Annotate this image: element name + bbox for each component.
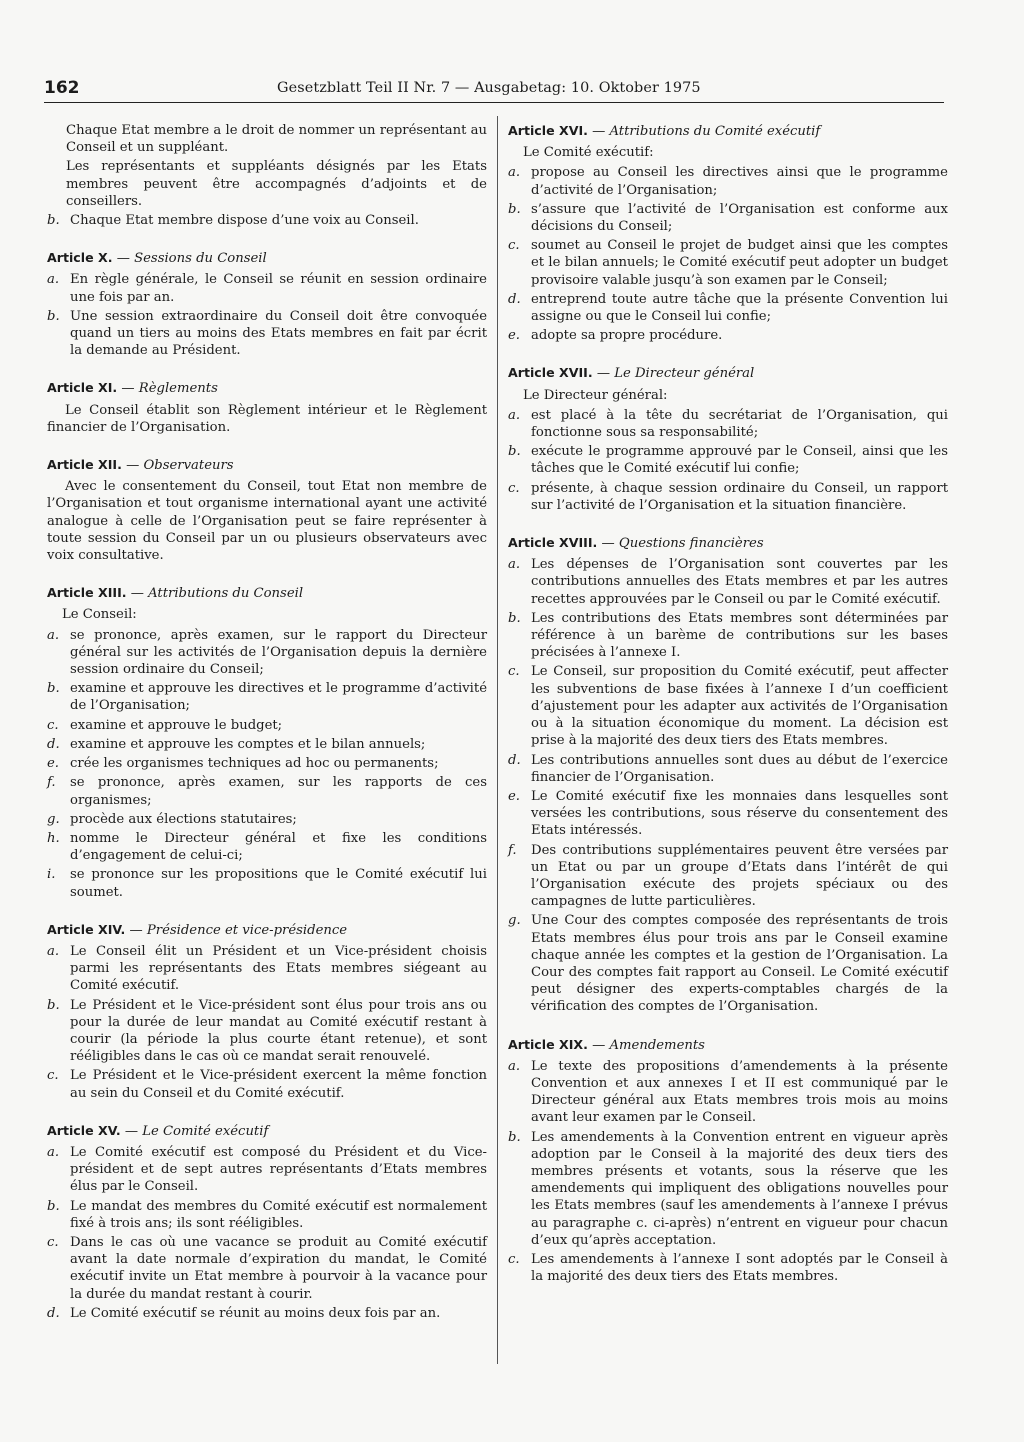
article-heading: Article XI. — Règlements — [47, 380, 218, 397]
article-heading: Article XIII. — Attributions du Conseil — [47, 585, 304, 602]
list-item: d. Les contributions annuelles sont dues au début de l’exercice financier de l’Organisation. — [508, 752, 948, 785]
list-item: c. Le Président et le Vice-président exercent la même fonction au sein du Conseil et du Comité exécutif. — [47, 1068, 487, 1101]
continuation-paragraph: Les représentants et suppléants désignés par les Etats membres peuvent être accompagnés d’adjoints et de conseillers. — [66, 159, 487, 209]
list-item: a. Le texte des propositions d’amendements à la présente Convention et aux annexes I et II est communiqué par le Directeur général aux Etats membres trois mois au moins avant leur examen par le Conseil. — [508, 1058, 948, 1126]
left-column — [47, 122, 487, 1324]
page-header — [44, 76, 944, 103]
list-item: b. Le mandat des membres du Comité exécutif est normalement fixé à trois ans; ils sont rééligibles. — [47, 1198, 487, 1231]
article-paragraph: Avec le consentement du Conseil, tout Etat non membre de l’Organisation et tout organisme international ayant une activité analogue à celle de l’Organisation peut se faire représenter à toute session du Conseil par un ou plusieurs observateurs avec voix consultative. — [47, 479, 487, 564]
list-item: g. Une Cour des comptes composée des représentants de trois Etats membres élus pour trois ans par le Conseil examine chaque année les comptes et la gestion de l’Organisation. La Cour des comptes fait rapport au Conseil. Le Comité exécutif peut désigner des experts-comptables chargés de la vérification des comptes de l’Organisation. — [508, 913, 948, 1015]
right-column — [508, 122, 948, 1287]
article-intro: Le Comité exécutif: — [523, 145, 654, 161]
list-item: b. exécute le programme approuvé par le Conseil, ainsi que les tâches que le Comité exécutif lui confie; — [508, 444, 948, 477]
list-item: a. Les dépenses de l’Organisation sont couvertes par les contributions annuelles des Etats membres et par les autres recettes approuvées par le Conseil ou par le Comité exécutif. — [508, 557, 948, 607]
list-item: b. Les contributions des Etats membres sont déterminées par référence à un barème de contributions sur les bases précisées à l’annexe I. — [508, 610, 948, 661]
list-item: b. s’assure que l’activité de l’Organisation est conforme aux décisions du Conseil; — [508, 201, 948, 235]
list-item: b. Chaque Etat membre dispose d’une voix au Conseil. — [47, 213, 419, 229]
page-number: 162 — [44, 78, 80, 98]
list-item: a. se prononce, après examen, sur le rapport du Directeur général sur les activités de l’Organisation depuis la dernière session ordinaire du Conseil; — [47, 627, 487, 678]
list-item: h. nomme le Directeur général et fixe les conditions d’engagement de celui-ci; — [47, 830, 487, 864]
running-head: Gesetzblatt Teil II Nr. 7 — Ausgabetag: 10. Oktober 1975 — [277, 80, 701, 96]
article-intro: Le Directeur général: — [523, 387, 668, 403]
article-heading: Article XII. — Observateurs — [47, 457, 234, 474]
article-heading: Article X. — Sessions du Conseil — [47, 250, 267, 267]
list-item: a. Le Comité exécutif est composé du Président et du Vice-président et de sept autres représentants d’Etats membres élus par le Conseil. — [47, 1144, 487, 1195]
list-item: c. Dans le cas où une vacance se produit au Comité exécutif avant la date normale d’expiration du mandat, le Comité exécutif invite un Etat membre à pourvoir à la vacance pour la durée du mandat restant à courir. — [47, 1234, 487, 1302]
article-heading: Article XIV. — Présidence et vice-présidence — [47, 921, 348, 938]
continuation-paragraph: Chaque Etat membre a le droit de nommer un représentant au Conseil et un suppléant. — [66, 123, 487, 156]
article-heading: Article XVII. — Le Directeur général — [508, 365, 755, 382]
list-item: c. Les amendements à l’annexe I sont adoptés par le Conseil à la majorité des deux tiers des Etats membres. — [508, 1251, 948, 1285]
article-paragraph: Le Conseil établit son Règlement intérieur et le Règlement financier de l’Organisation. — [47, 402, 487, 435]
list-item: c. soumet au Conseil le projet de budget ainsi que les comptes et le bilan annuels; le Comité exécutif peut adopter un budget provisoire valable jusqu’à son examen par le Conseil; — [508, 238, 948, 288]
article-intro: Le Conseil: — [62, 607, 137, 623]
column-divider — [497, 116, 498, 1364]
list-item: e. crée les organismes techniques ad hoc ou permanents; — [47, 756, 439, 772]
list-item: c. examine et approuve le budget; — [47, 717, 283, 733]
list-item: b. Le Président et le Vice-président sont élus pour trois ans ou pour la durée de leur mandat au Comité exécutif restant à courir (la période la plus courte étant retenue), et sont rééligibles dans le cas où ce mandat serait renouvelé. — [47, 997, 487, 1065]
article-heading: Article XVIII. — Questions financières — [508, 535, 764, 552]
article-heading: Article XV. — Le Comité exécutif — [47, 1122, 269, 1139]
list-item: a. est placé à la tête du secrétariat de l’Organisation, qui fonctionne sous sa responsabilité; — [508, 407, 948, 441]
list-item: d. examine et approuve les comptes et le bilan annuels; — [47, 736, 426, 752]
list-item: d. entreprend toute autre tâche que la présente Convention lui assigne ou que le Conseil lui confie; — [508, 291, 948, 325]
list-item: a. Le Conseil élit un Président et un Vice-président choisis parmi les représentants des Etats membres siégeant au Comité exécutif. — [47, 943, 487, 994]
list-item: a. propose au Conseil les directives ainsi que le programme d’activité de l’Organisation; — [508, 165, 948, 198]
list-item: c. présente, à chaque session ordinaire du Conseil, un rapport sur l’activité de l’Organisation et la situation financière. — [508, 480, 948, 513]
article-heading: Article XIX. — Amendements — [508, 1036, 705, 1053]
list-item: f. se prononce, après examen, sur les rapports de ces organismes; — [47, 775, 487, 808]
list-item: b. Une session extraordinaire du Conseil doit être convoquée quand un tiers au moins des Etats membres en fait par écrit la demande au Président. — [47, 308, 487, 359]
list-item: c. Le Conseil, sur proposition du Comité exécutif, peut affecter les subventions de base fixées à l’annexe I d’un coefficient d’ajustement pour les adapter aux activités de l’Organisation ou à la situation économique du moment. La décision est prise à la majorité des deux tiers des Etats membres. — [508, 664, 948, 749]
article-heading: Article XVI. — Attributions du Comité exécutif — [508, 123, 821, 139]
list-item: a. En règle générale, le Conseil se réunit en session ordinaire une fois par an. — [47, 272, 487, 305]
list-item: e. Le Comité exécutif fixe les monnaies dans lesquelles sont versées les contributions, sous réserve du consentement des Etats intéressés. — [508, 788, 948, 839]
list-item: d. Le Comité exécutif se réunit au moins deux fois par an. — [47, 1305, 441, 1321]
list-item: i. se prononce sur les propositions que le Comité exécutif lui soumet. — [47, 867, 487, 900]
list-item: e. adopte sa propre procédure. — [508, 328, 723, 344]
list-item: b. Les amendements à la Convention entrent en vigueur après adoption par le Conseil à la majorité des deux tiers des membres présents et votants, sous la réserve que les amendements qui impliquent des obligations nouvelles pour les Etats membres (sauf les amendements à l’annexe I prévus au paragraphe c. ci-après) n’entrent en vigueur pour chacun d’eux qu’après acceptation. — [508, 1129, 948, 1248]
list-item: f. Des contributions supplémentaires peuvent être versées par un Etat ou par un groupe d’Etats dans l’intérêt de qui l’Organisation exécute des projets spéciaux ou des campagnes de lutte particulières. — [508, 842, 948, 910]
list-item: b. examine et approuve les directives et le programme d’activité de l’Organisation; — [47, 681, 487, 714]
list-item: g. procède aux élections statutaires; — [47, 811, 297, 827]
